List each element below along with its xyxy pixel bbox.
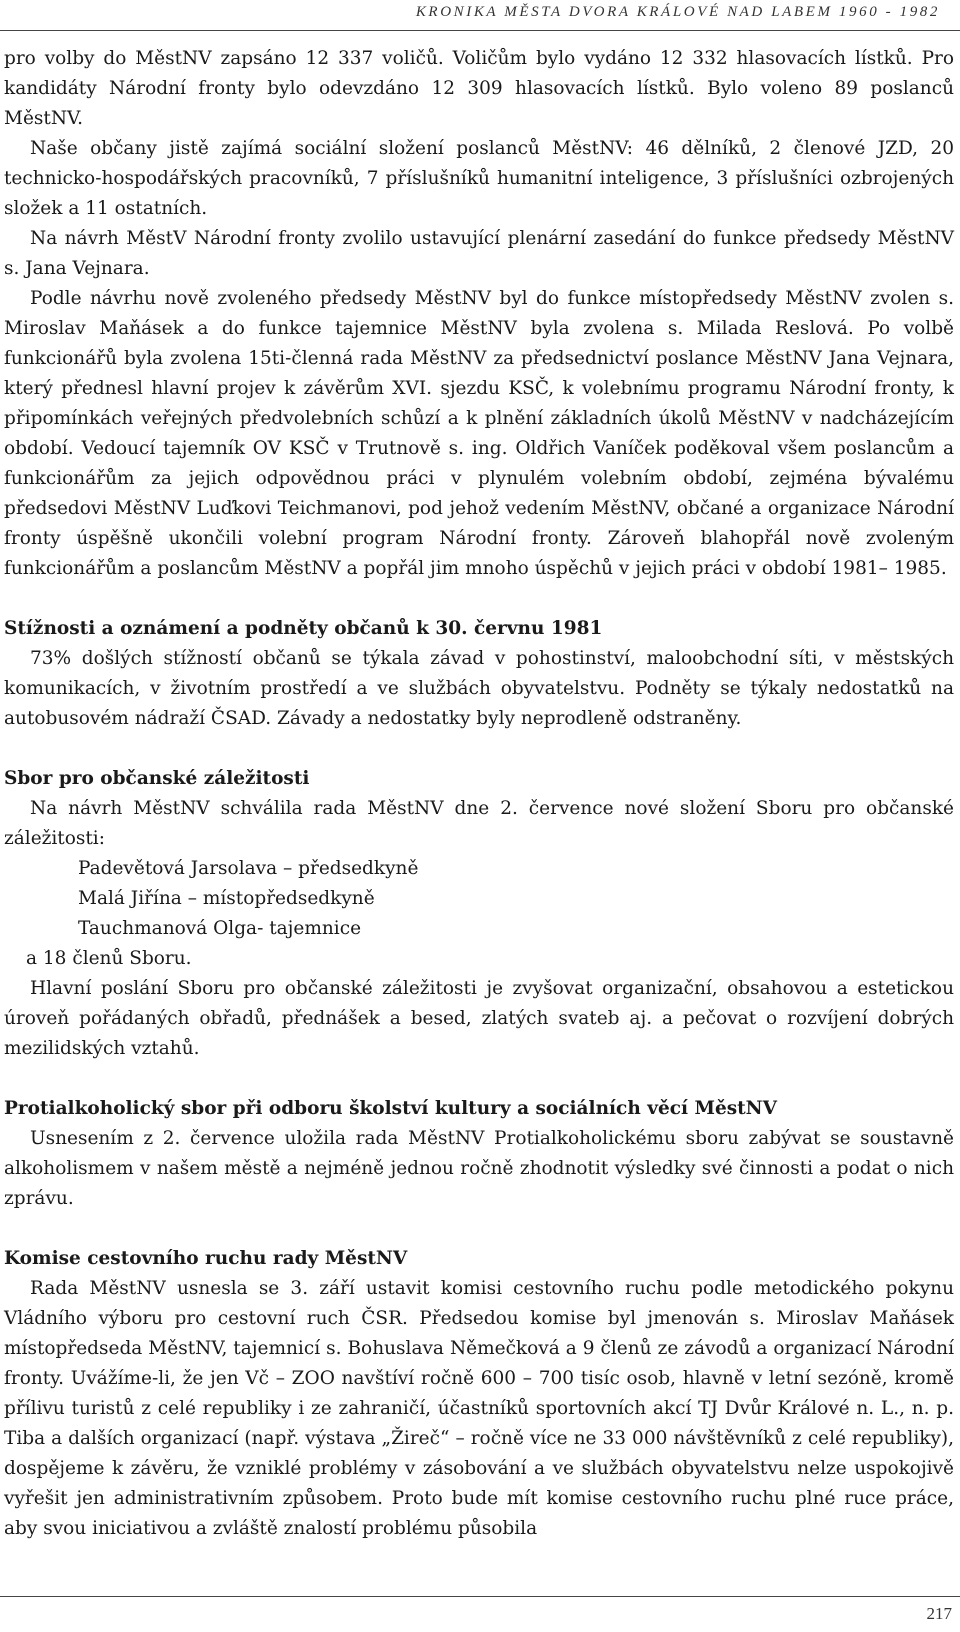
footer-rule [0,1596,960,1597]
list-item: Malá Jiřína – místopředsedkyně [78,888,375,909]
heading-anti-alcohol: Protialkoholický sbor při odboru školství kultury a sociálních věcí MěstNV [4,1098,777,1119]
page-body [4,44,954,1544]
paragraph-complaints: 73% došlých stížností občanů se týkala závad v pohostinství, maloobchodní síti, v městských komunikacích, v životním prostředí a ve službách obyvatelstvu. Podněty se týkaly nedostatků na autobusovém nádraží ČSAD. Závady a nedostatky byly neprodleně odstraněny. [4,648,954,729]
paragraph-civic-affairs: Na návrh MěstNV schválila rada MěstNV dne 2. července nové složení Sboru pro občanské záležitosti: [4,798,954,849]
paragraph-chairman-election: Na návrh MěstV Národní fronty zvolilo ustavující plenární zasedání do funkce předsedy MěstNV s. Jana Vejnara. [4,228,954,279]
member-count: a 18 členů Sboru. [26,948,192,969]
header-rule [0,30,960,31]
paragraph-civic-mission: Hlavní poslání Sboru pro občanské záležitosti je zvyšovat organizační, obsahovou a estetickou úroveň pořádaných obřadů, přednášek a besed, zlatých svateb aj. a pečovat o rozvíjení dobrých mezilidských vztahů. [4,978,954,1059]
paragraph-anti-alcohol: Usnesením z 2. července uložila rada MěstNV Protialkoholickému sboru zabývat se soustavně alkoholismem v našem městě a nejméně jednou ročně zhodnotit výsledky své činnosti a podat o nich zprávu. [4,1128,954,1209]
member-list [4,854,954,944]
heading-complaints: Stížnosti a oznámení a podněty občanů k 30. červnu 1981 [4,618,603,639]
heading-civic-affairs: Sbor pro občanské záležitosti [4,768,310,789]
page-number: 217 [926,1604,952,1623]
list-item: Padevětová Jarsolava – předsedkyně [78,858,419,879]
running-header: KRONIKA MĚSTA DVORA KRÁLOVÉ NAD LABEM 1960 - 1982 [415,4,940,20]
heading-tourism: Komise cestovního ruchu rady MěstNV [4,1248,408,1269]
paragraph-voters: pro volby do MěstNV zapsáno 12 337 voličů. Voličům bylo vydáno 12 332 hlasovacích lístků. Pro kandidáty Národní fronty bylo odevzdáno 12 309 hlasovacích lístků. Bylo voleno 89 poslanců MěstNV. [4,48,954,129]
list-item: Tauchmanová Olga- tajemnice [78,918,362,939]
paragraph-council-election: Podle návrhu nově zvoleného předsedy MěstNV byl do funkce místopředsedy MěstNV zvolen s. Miroslav Maňásek a do funkce tajemnice MěstNV byla zvolena s. Milada Reslová. Po volbě funkcionářů byla zvolena 15ti-členná rada MěstNV za předsednictví poslance MěstNV Jana Vejnara, který přednesl hlavní projev k závěrům XVI. sjezdu KSČ, k volebnímu programu Národní fronty, k připomínkách veřejných předvolebních schůzí a k plnění základních úkolů MěstNV v nadcházejícím období. Vedoucí tajemník OV KSČ v Trutnově s. ing. Oldřich Vaníček poděkoval všem poslancům a funkcionářům za jejich odpovědnou práci v plynulém volebním období, zejména bývalému předsedovi MěstNV Luďkovi Teichmanovi, pod jehož vedením MěstNV, občané a organizace Národní fronty úspěšně ukončili volební program Národní fronty. Zároveň blahopřál nově zvoleným funkcionářům a poslancům MěstNV a popřál jim mnoho úspěchů v jejich práci v období 1981– 1985. [4,288,954,579]
paragraph-social-composition: Naše občany jistě zajímá sociální složení poslanců MěstNV: 46 dělníků, 2 členové JZD, 20 technicko-hospodářských pracovníků, 7 příslušníků humanitní inteligence, 3 příslušníci ozbrojených složek a 11 ostatních. [4,138,954,219]
paragraph-tourism: Rada MěstNV usnesla se 3. září ustavit komisi cestovního ruchu podle metodického pokynu Vládního výboru pro cestovní ruch ČSR. Předsedou komise byl jmenován s. Miroslav Maňásek místopředseda MěstNV, tajemnicí s. Bohuslava Němečková a 9 členů ze závodů a organizací Národní fronty. Uvážíme-li, že jen Vč – ZOO navštíví ročně 600 – 700 tisíc osob, hlavně v letní sezóně, kromě přílivu turistů z celé republiky i ze zahraničí, účastníků sportovních akcí TJ Dvůr Králové n. L., n. p. Tiba a dalších organizací (např. výstava „Žireč“ – ročně více ne 33 000 návštěvníků z celé republiky), dospějeme k závěru, že vzniklé problémy v zásobování a ve službách obyvatelstvu nelze uspokojivě vyřešit jen administrativním způsobem. Proto bude mít komise cestovního ruchu plné ruce práce, aby svou iniciativou a zvláště znalostí problému působila [4,1278,954,1539]
